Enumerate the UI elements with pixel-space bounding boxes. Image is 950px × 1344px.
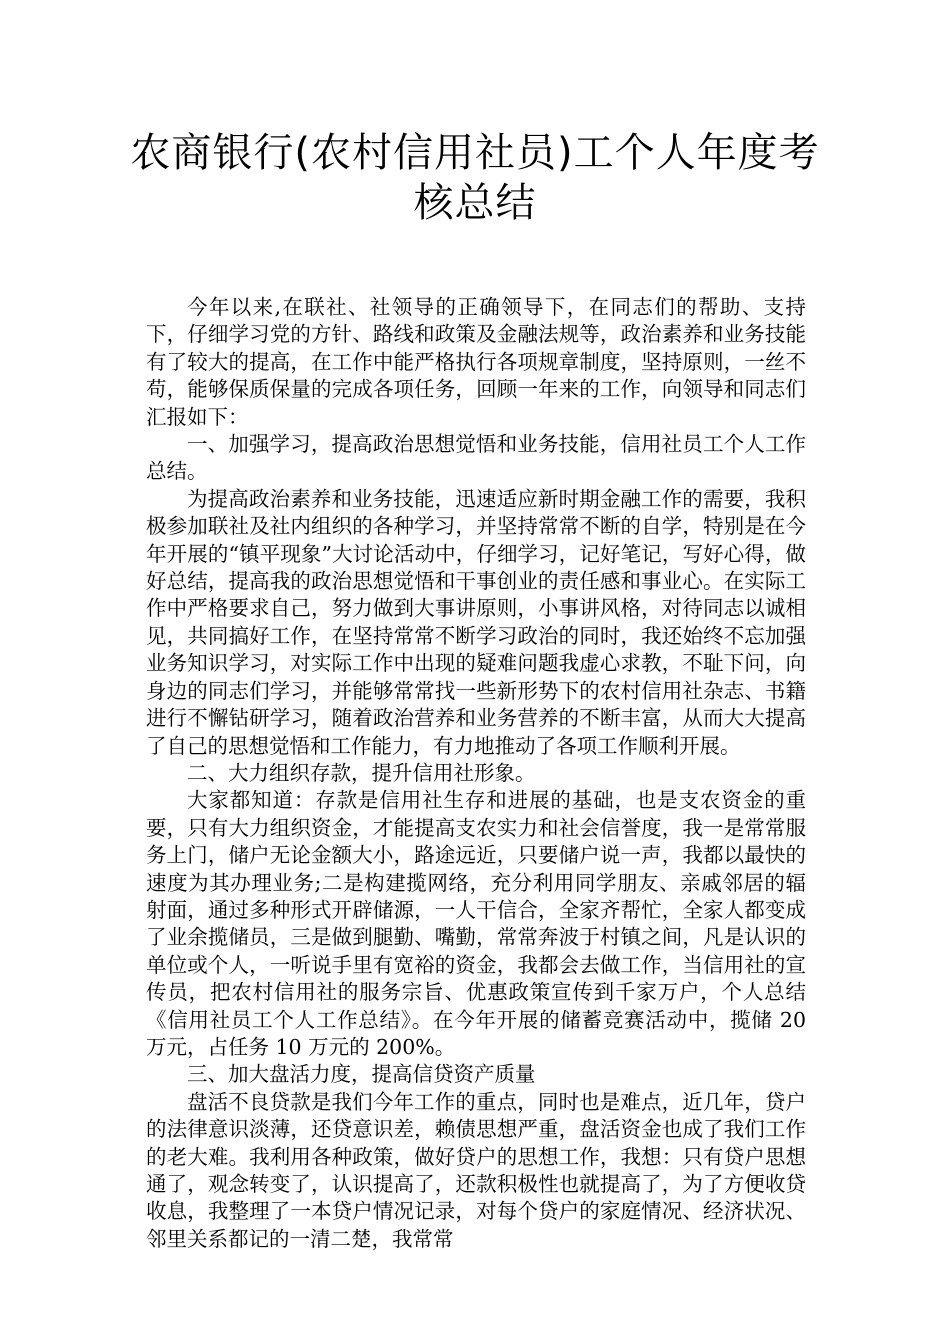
paragraph-deposits: 大家都知道：存款是信用社生存和进展的基础，也是支农资金的重要，只有大力组织资金，才能提高支农实力和社会信誉度，我一是常常服务上门，储户无论金额大小，路途远近，只要储户说一声，我都以最快的速度为其办理业务;二是构建揽网络，充分利用同学朋友、亲戚邻居的辐射面，通过多种形式开辟储源，一人干信合，全家齐帮忙，全家人都变成了业余揽储员，三是做到腿勤、嘴勤，常常奔波于村镇之间，凡是认识的单位或个人，一听说手里有宽裕的资金，我都会去做工作，当信用社的宣传员，把农村信用社的服务宗旨、优惠政策宣传到千家万户，个人总结《信用社员工个人工作总结》。在今年开展的储蓄竞赛活动中，揽储 20 万元，占任务 10 万元的 200%。: [146, 788, 806, 1059]
paragraph-study: 为提高政治素养和业务技能，迅速适应新时期金融工作的需要，我积极参加联社及社内组织的各种学习，并坚持常常不断的自学，特别是在今年开展的“镇平现象”大讨论活动中，仔细学习，记好笔记，写好心得，做好总结，提高我的政治思想觉悟和干事创业的责任感和事业心。在实际工作中严格要求自己，努力做到大事讲原则，小事讲风格，对待同志以诚相见，共同搞好工作，在坚持常常不断学习政治的同时，我还始终不忘加强业务知识学习，对实际工作中出现的疑难问题我虚心求教，不耻下问，向身边的同志们学习，并能够常常找一些新形势下的农村信用社杂志、书籍进行不懈钻研学习，随着政治营养和业务营养的不断丰富，从而大大提高了自己的思想觉悟和工作能力，有力地推动了各项工作顺利开展。: [146, 486, 806, 758]
paragraph-loans: 盘活不良贷款是我们今年工作的重点，同时也是难点，近几年，贷户的法律意识淡薄，还贷意识差，赖债思想严重，盘活资金也成了我们工作的老大难。我利用各种政策，做好贷户的思想工作，我想：只有贷户思想通了，观念转变了，认识提高了，还款积极性也就提高了，为了方便收贷收息，我整理了一本贷户情况记录，对每个贷户的家庭情况、经济状况、邻里关系都记的一清二楚，我常常: [146, 1089, 806, 1251]
section-heading-2: 二、大力组织存款，提升信用社形象。: [187, 760, 536, 785]
document-title: 农商银行(农村信用社员)工个人年度考核总结: [130, 130, 820, 226]
section-heading-1: 一、加强学习，提高政治思想觉悟和业务技能，信用社员工个人工作总结。: [146, 432, 806, 484]
paragraph-intro: 今年以来,在联社、社领导的正确领导下，在同志们的帮助、支持下，仔细学习党的方针、路线和政策及金融法规等，政治素养和业务技能有了较大的提高，在工作中能严格执行各项规章制度，坚持原则，一丝不苟，能够保质保量的完成各项任务，回顾一年来的工作，向领导和同志们汇报如下：: [146, 295, 806, 429]
document-body: [146, 294, 806, 1253]
section-heading-3: 三、加大盘活力度，提高信贷资产质量: [187, 1062, 536, 1087]
